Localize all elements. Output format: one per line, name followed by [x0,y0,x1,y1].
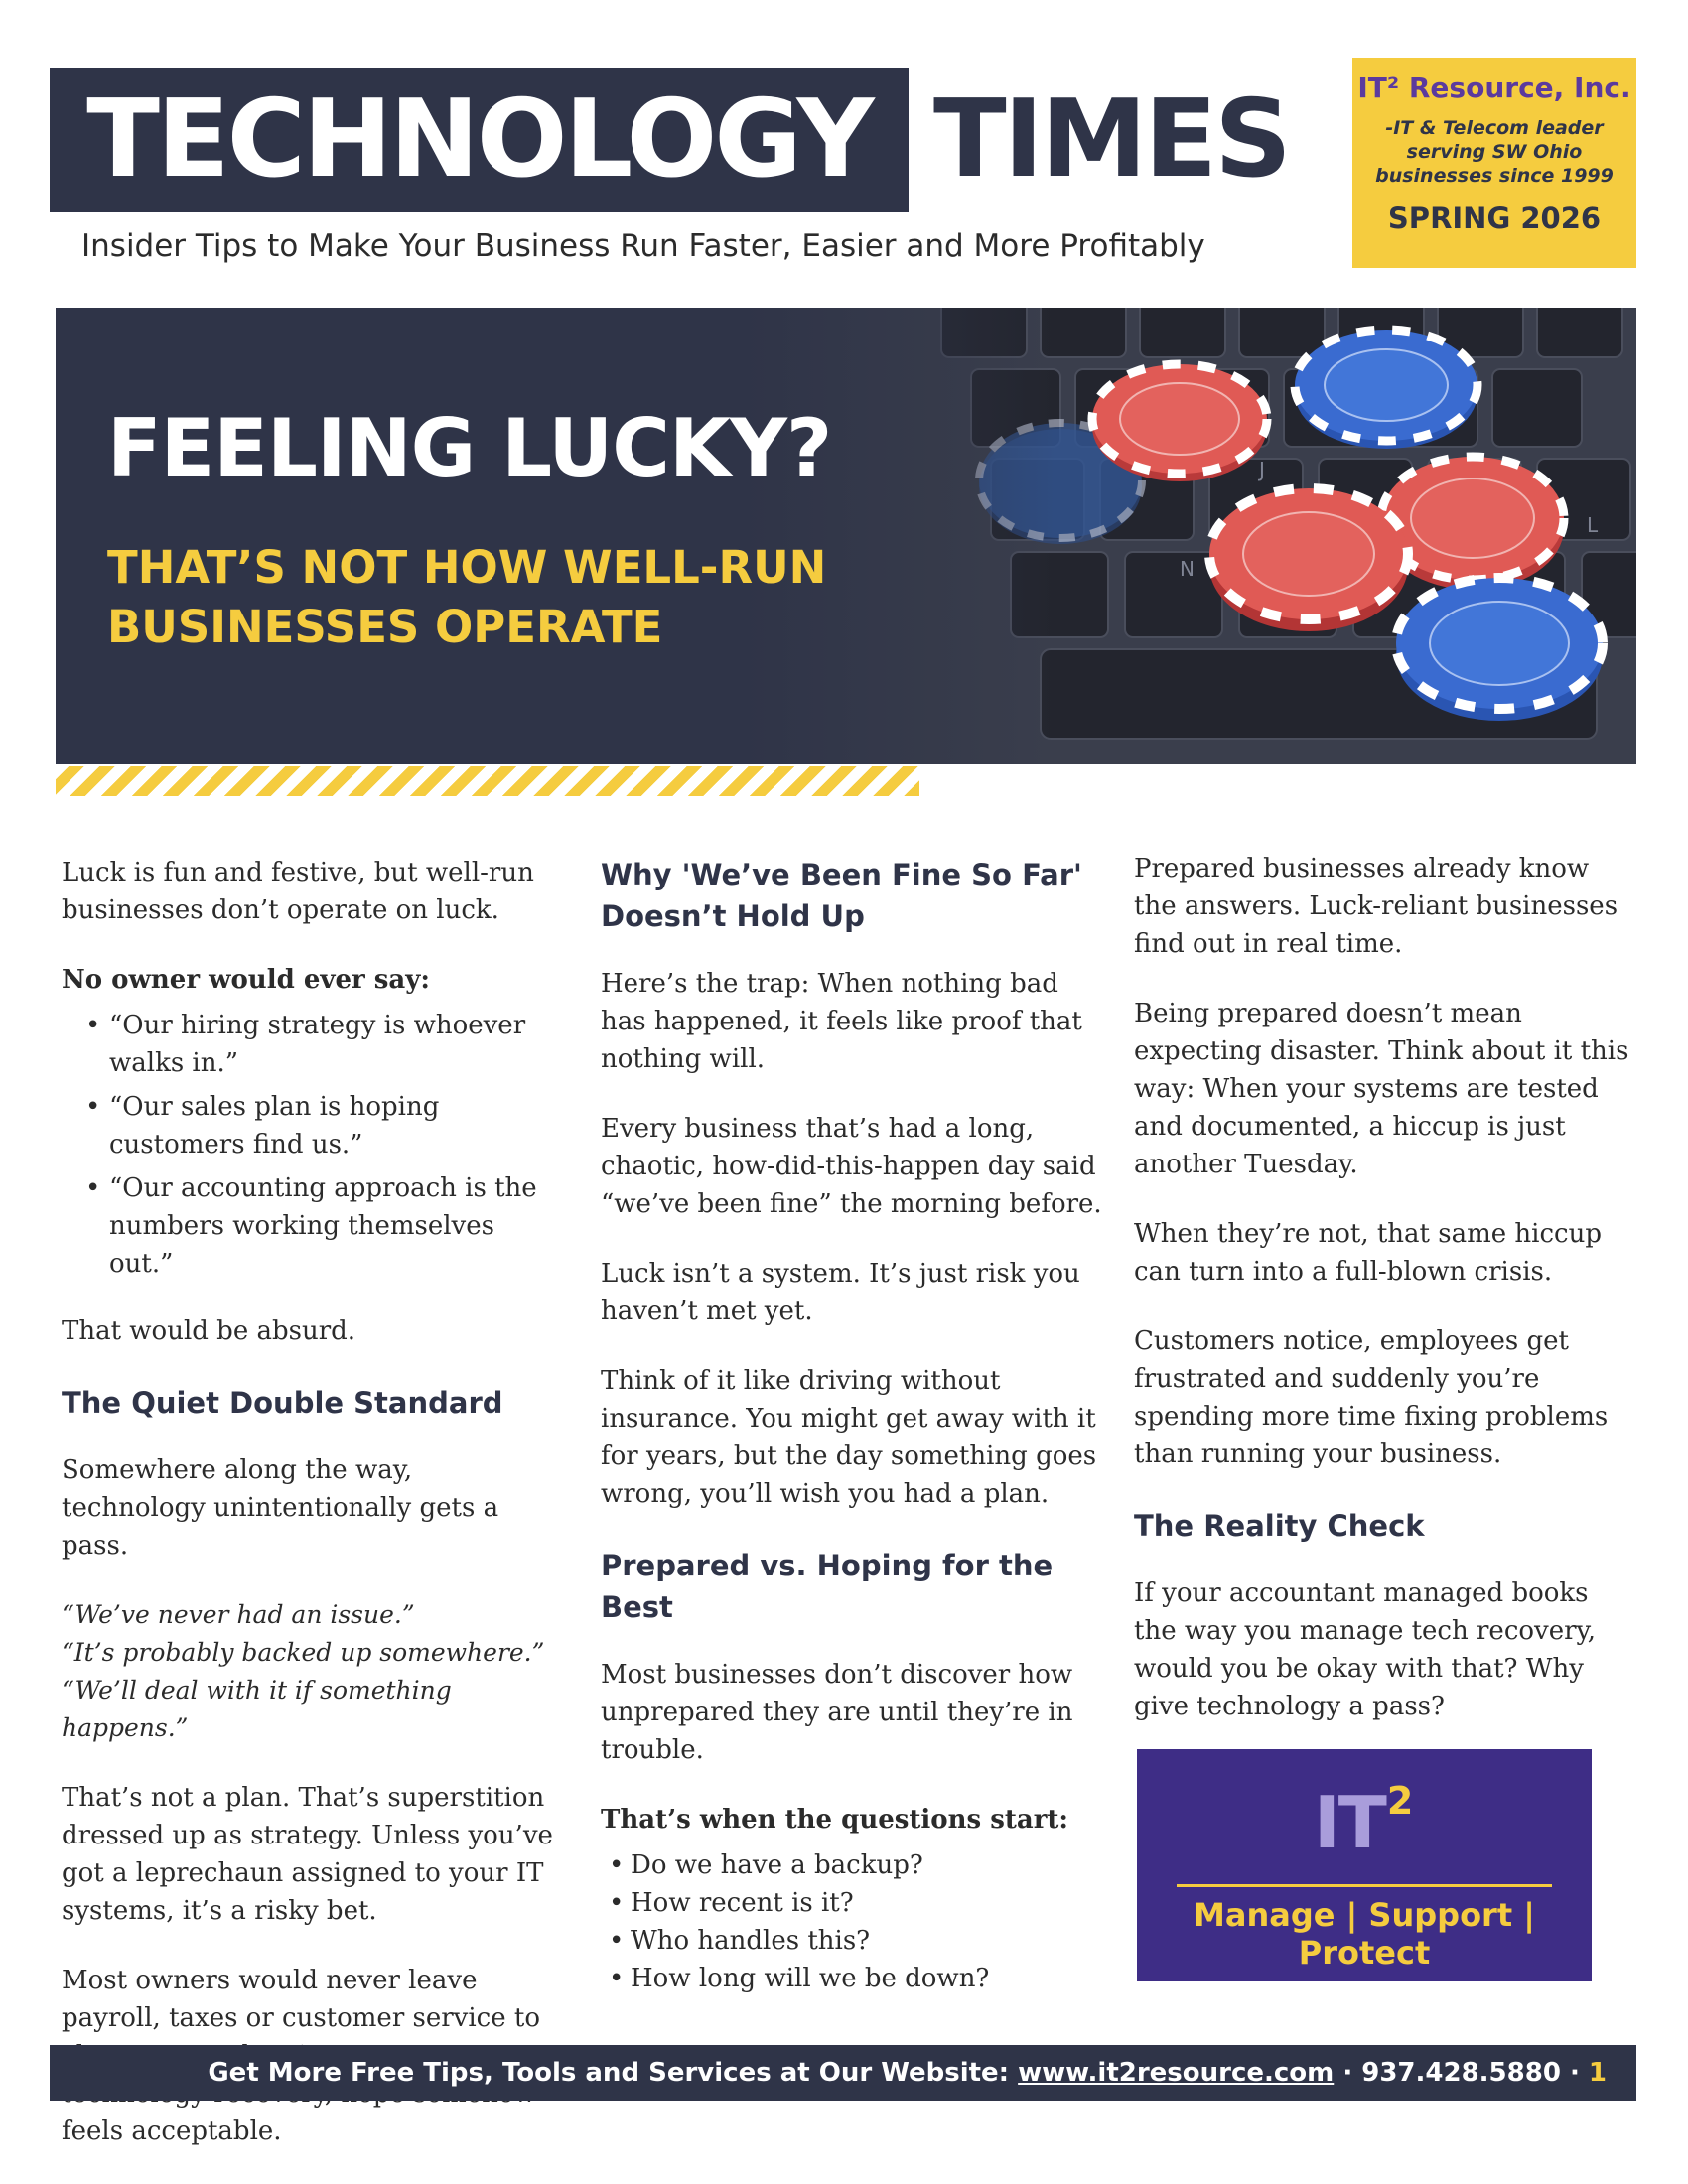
it2-logo-banner [1137,1749,1592,1981]
body-paragraph: Being prepared doesn’t mean expecting disaster. Think about it this way: When your systems are tested and documented, a hiccup is just another Tuesday. [1134,999,1629,1179]
badge-description: -IT & Telecom leader serving SW Ohio businesses since 1999 [1375,117,1614,187]
badge-company-name: IT² Resource, Inc. [1357,71,1631,104]
quote-line: “It’s probably backed up somewhere.” [62,1638,545,1667]
hero-subtitle: THAT’S NOT HOW WELL-RUN BUSINESSES OPERATE [107,541,827,653]
body-paragraph: Luck isn’t a system. It’s just risk you haven’t met yet. [601,1259,1080,1326]
body-paragraph: If your accountant managed books the way you manage tech recovery, would you be okay with that? Why give technology a pass? [1134,1578,1597,1721]
section-heading: The Reality Check [1134,1509,1425,1543]
list-item: • “Our sales plan is hoping customers find us.” [62,1088,558,1163]
logo-slogan: Manage | Support | Protect [1194,1896,1535,1972]
hero-title: FEELING LUCKY? [107,402,832,494]
body-paragraph: Every business that’s had a long, chaotic, how-did-this-happen day said “we’ve been fine” the morning before. [601,1114,1102,1219]
footer-prefix: Get More Free Tips, Tools and Services at Our Website: [208,2058,1019,2088]
logo-letters: IT [1314,1781,1385,1864]
list-item: • How long will we be down? [601,1960,1107,1997]
footer-separator: · [1560,2058,1589,2088]
quote-line: “We’ll deal with it if something happens.” [62,1676,452,1742]
footer-separator: · [1334,2058,1362,2088]
hazard-stripe-divider [56,766,919,796]
list-lead: That’s when the questions start: [601,1805,1069,1835]
badge-issue-date: SPRING 2026 [1387,202,1602,235]
section-heading: The Quiet Double Standard [62,1386,503,1420]
body-paragraph: That’s not a plan. That’s superstition dressed up as strategy. Unless you’ve got a leprechaun assigned to your IT systems, it’s a risky bet. [62,1783,553,1926]
body-paragraph: Prepared businesses already know the answers. Luck-reliant businesses find out in real time. [1134,854,1618,959]
body-paragraph: Somewhere along the way, technology unintentionally gets a pass. [62,1455,499,1561]
body-paragraph: That would be absurd. [62,1316,356,1346]
masthead-tagline: Insider Tips to Make Your Business Run Faster, Easier and More Profitably [81,228,1205,264]
italic-quotes [62,1596,558,1747]
list-item: • How recent is it? [601,1884,1107,1922]
company-badge [1352,58,1636,268]
body-paragraph: Here’s the trap: When nothing bad has happened, it feels like proof that nothing will. [601,969,1082,1074]
article-column-3 [1134,850,1630,1757]
footer-bar [50,2045,1636,2101]
owner-quotes-list [62,1007,558,1283]
list-item: • “Our accounting approach is the numbers working themselves out.” [62,1169,558,1283]
logo-superscript: 2 [1386,1779,1412,1823]
page-number: 1 [1588,2058,1607,2088]
body-paragraph: Most businesses don’t discover how unprepared they are until they’re in trouble. [601,1660,1073,1765]
body-paragraph: Most owners would never leave payroll, taxes or customer service to feels acceptable. [62,1966,540,2146]
quote-line: “We’ve never had an issue.” [62,1600,415,1629]
section-heading: Why 'We’ve Been Fine So Far' Doesn’t Hold Up [601,858,1082,933]
list-lead: No owner would ever say: [62,965,430,995]
list-item: • “Our hiring strategy is whoever walks in.” [62,1007,558,1082]
hero-banner [56,308,1636,764]
questions-list [601,1846,1107,1997]
website-link[interactable]: www.it2resource.com [1018,2058,1335,2088]
it2-logo-mark [1314,1779,1411,1864]
list-item: • Do we have a backup? [601,1846,1107,1884]
list-item: • Who handles this? [601,1922,1107,1960]
intro-paragraph: Luck is fun and festive, but well-run businesses don’t operate on luck. [62,858,534,925]
logo-divider-line [1177,1884,1552,1887]
poker-chips-keyboard-image [743,308,1636,764]
body-paragraph: When they’re not, that same hiccup can turn into a full-blown crisis. [1134,1219,1602,1287]
body-paragraph: Think of it like driving without insurance. You might get away with it for years, but the day something goes wrong, you’ll wish you had a plan. [601,1366,1097,1509]
masthead-title-technology: TECHNOLOGY [50,68,909,212]
body-paragraph: Customers notice, employees get frustrated and suddenly you’re spending more time fixing problems than running your business. [1134,1326,1609,1469]
masthead-title-times: TIMES [933,77,1289,202]
phone-number: 937.428.5880 [1361,2058,1561,2088]
section-heading: Prepared vs. Hoping for the Best [601,1549,1054,1624]
article-column-1 [62,854,558,2182]
article-column-2 [601,854,1107,2027]
